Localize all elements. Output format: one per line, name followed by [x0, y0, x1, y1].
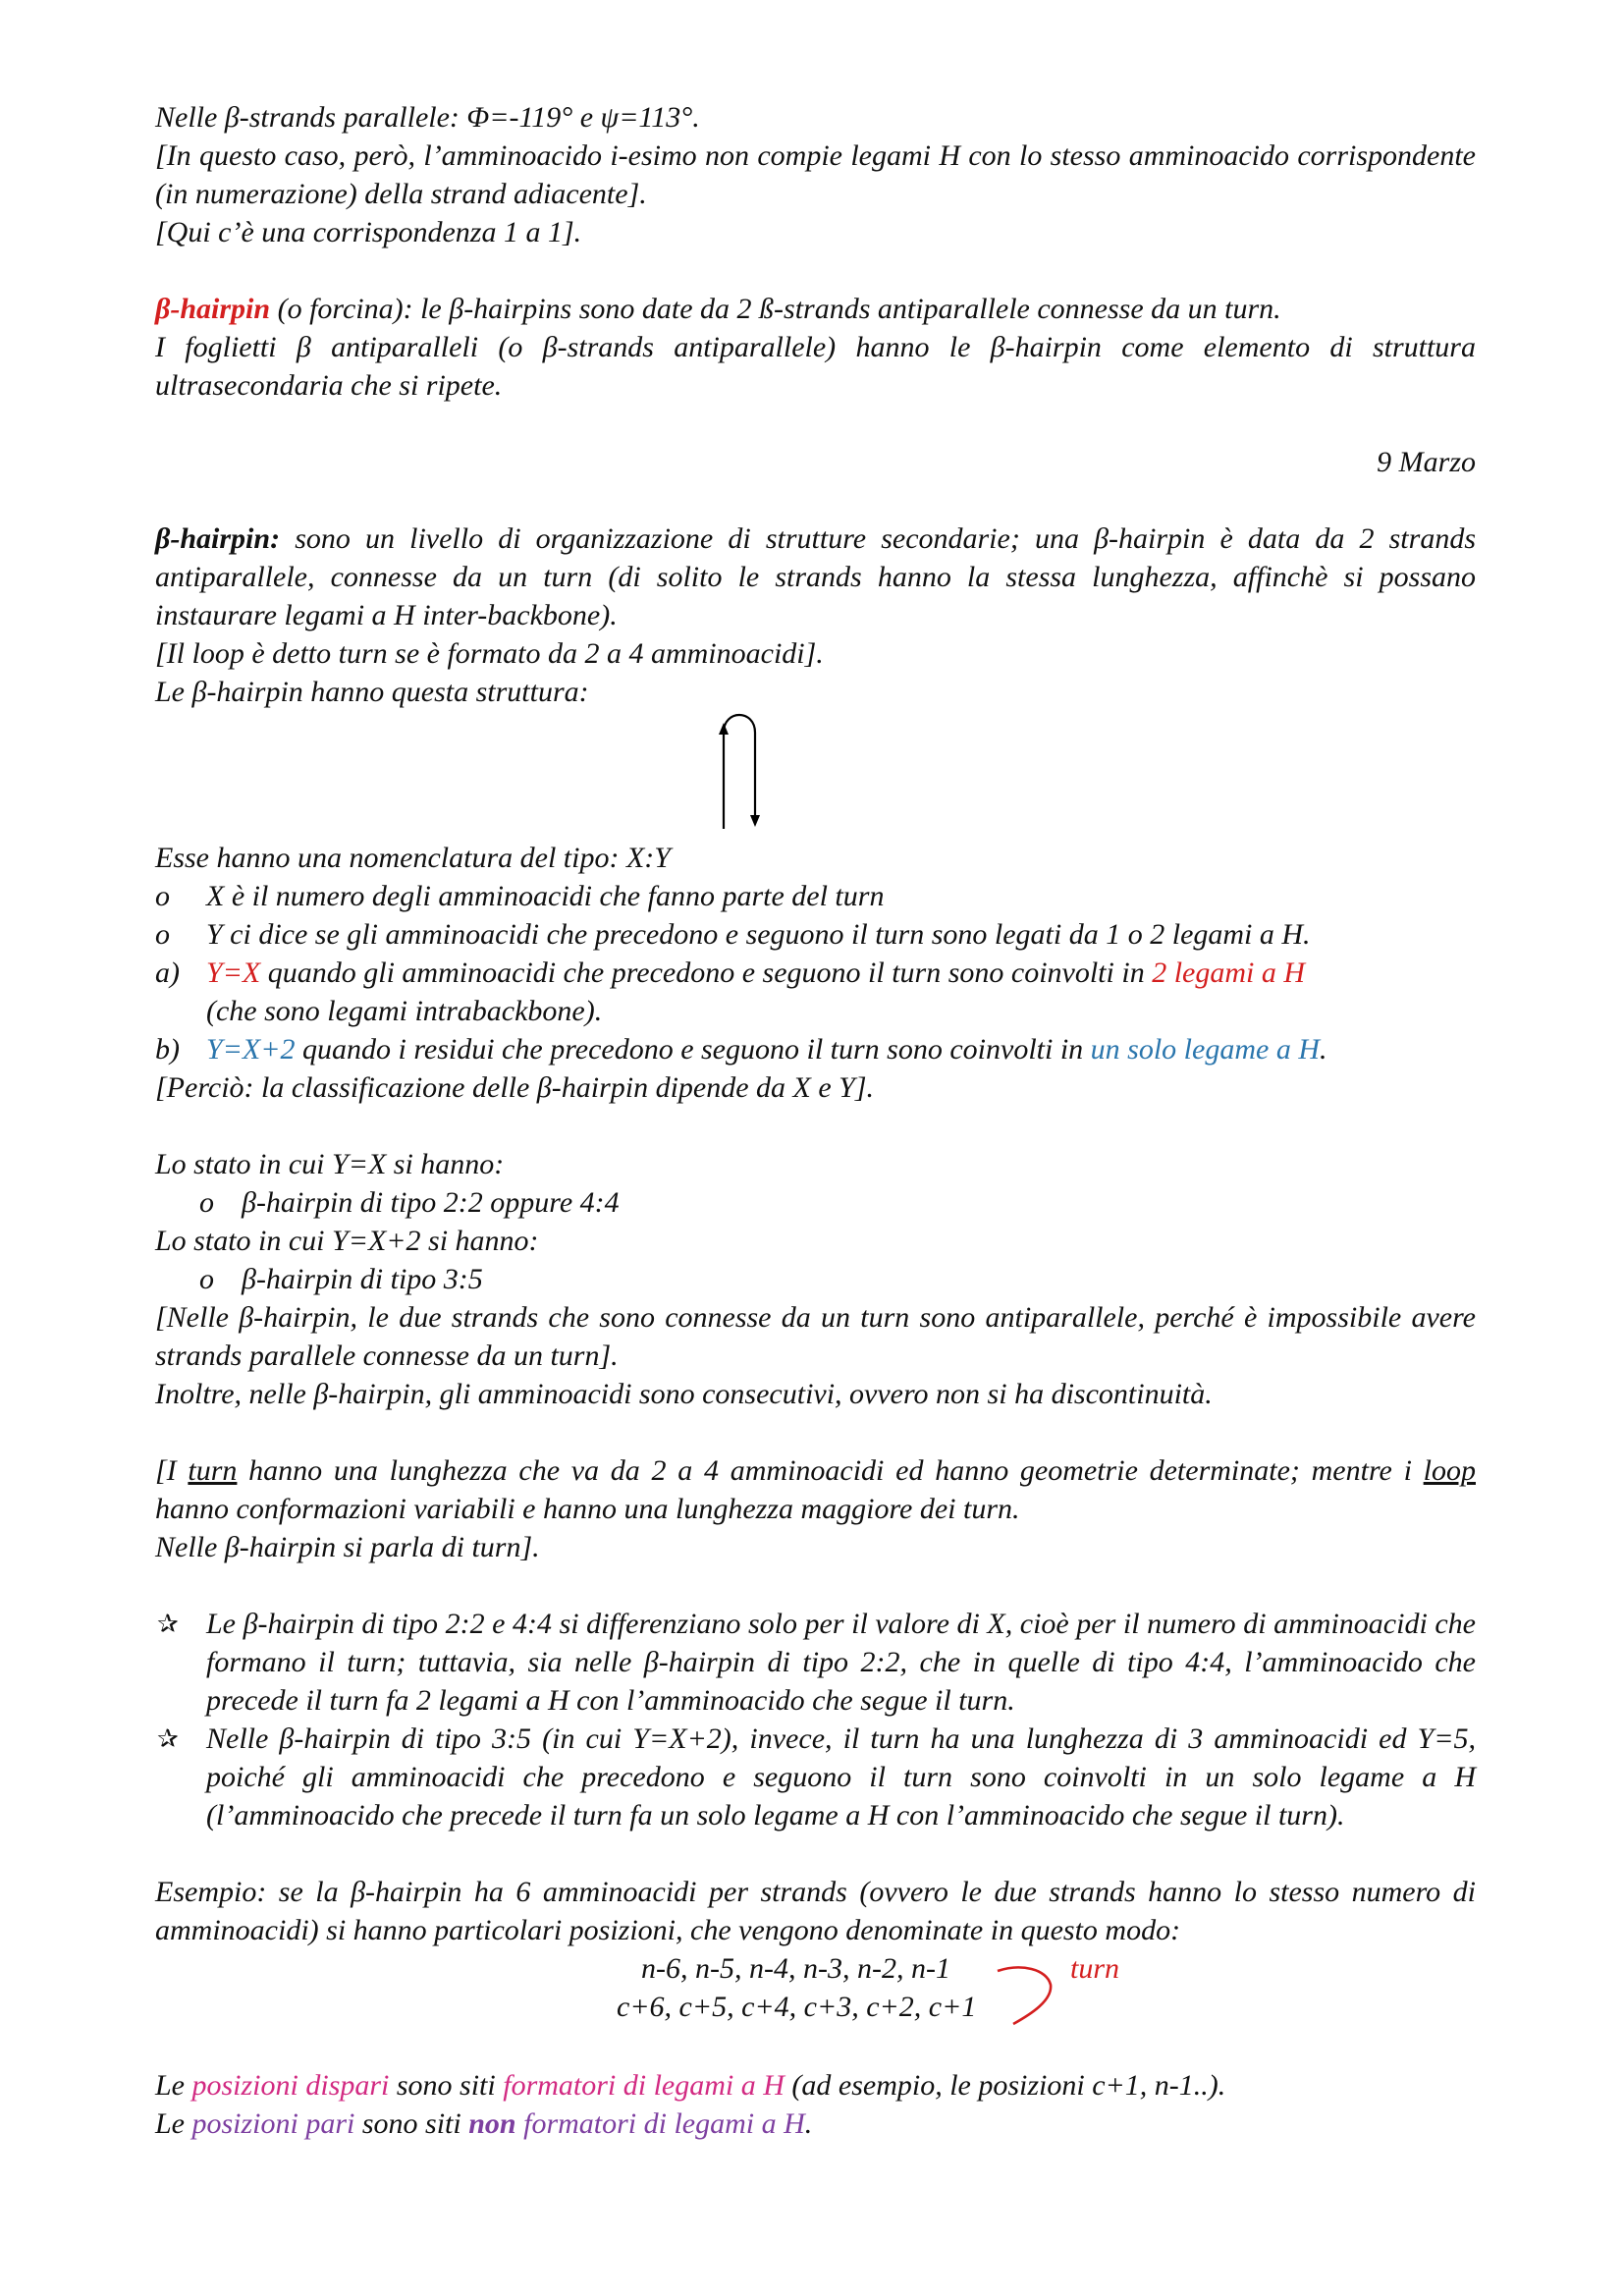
y-equals-x: Y=X	[206, 957, 261, 989]
odd-positions-note: Le posizioni dispari sono siti formatori di legami a H (ad esempio, le posizioni c+1, n-1..).	[155, 2069, 1226, 2102]
nomenclature-intro: Esse hanno una nomenclatura del tipo: X:Y	[155, 842, 671, 874]
star-icon: ✰	[157, 1724, 179, 1753]
turn-label: turn	[1070, 1952, 1120, 1985]
section-date: 9 Marzo	[1377, 446, 1476, 478]
state-y-equals-x-plus-2: Lo stato in cui Y=X+2 si hanno:	[155, 1225, 539, 1257]
list-item-b: b) Y=X+2 quando i residui che precedono e seguono il turn sono coinvolti in un solo legame a H.	[155, 1033, 1327, 1066]
non-h-bond-formers: formatori di legami a H	[515, 2107, 805, 2140]
example-positions	[155, 1949, 1476, 2028]
odd-positions: posizioni dispari	[191, 2069, 390, 2102]
structure-label: Le β-hairpin hanno questa struttura:	[155, 676, 589, 708]
state-item-2: o β-hairpin di tipo 3:5	[199, 1263, 483, 1295]
hairpin-term-bold: β-hairpin:	[155, 522, 281, 555]
list-item-x: o X è il numero degli amminoacidi che fanno parte del turn	[155, 880, 885, 912]
list-item-a: a) Y=X quando gli amminoacidi che precedono e seguono il turn sono coinvolti in 2 legami a H	[155, 957, 1306, 989]
hairpin-arrow-icon	[710, 711, 779, 839]
hairpin-term: β-hairpin	[155, 293, 271, 325]
one-h-bond: un solo legame a H	[1090, 1033, 1320, 1066]
y-equals-x-plus-2: Y=X+2	[206, 1033, 296, 1066]
antiparallel-note: [Nelle β-hairpin, le due strands che sono connesse da un turn sono antiparallele, perché è impossibile avere strands parallele connesse da un turn].	[155, 1301, 1476, 1372]
star-icon: ✰	[157, 1610, 179, 1638]
list-item-y: o Y ci dice se gli amminoacidi che precedono e seguono il turn sono legati da 1 o 2 legami a H.	[155, 918, 1311, 951]
hairpin-definition: β-hairpin (o forcina): le β-hairpins sono date da 2 ß-strands antiparallele connesse da un turn.	[155, 293, 1281, 325]
c-positions: c+6, c+5, c+4, c+3, c+2, c+1	[617, 1991, 977, 2023]
list-item-a-cont: (che sono legami intrabackbone).	[206, 995, 603, 1027]
two-h-bonds: 2 legami a H	[1152, 957, 1306, 989]
star-item-1: ✰ Le β-hairpin di tipo 2:2 e 4:4 si differenziano solo per il valore di X, cioè per il numero di amminoacidi che formano il turn; tuttavia, sia nelle β-hairpin di tipo 2:2, che in quelle di tipo 4:4, l’amminoacido che precede il turn fa 2 legami a H con l’amminoacido che segue il turn.	[155, 1605, 1476, 1720]
turn-bracket-icon	[992, 1963, 1070, 2032]
parallel-strands-line: Nelle β-strands parallele: Φ=-119° e ψ=113°.	[155, 101, 700, 134]
hairpin-section-intro: β-hairpin: sono un livello di organizzazione di strutture secondarie; una β-hairpin è data da 2 strands antiparallele, connesse da un turn (di solito le strands hanno la stessa lunghezza, affinchè si possano instaurare legami a H inter-backbone).	[155, 522, 1476, 631]
document-page	[155, 98, 1476, 2143]
even-positions: posizioni pari	[191, 2107, 355, 2140]
state-y-equals-x: Lo stato in cui Y=X si hanno:	[155, 1148, 505, 1180]
even-positions-note: Le posizioni pari sono siti non formatori di legami a H.	[155, 2107, 813, 2140]
turn-conclusion: Nelle β-hairpin si parla di turn].	[155, 1531, 540, 1563]
turn-loop-note: [I turn hanno una lunghezza che va da 2 a 4 amminoacidi ed hanno geometrie determinate; mentre i loop hanno conformazioni variabili e hanno una lunghezza maggiore dei turn.	[155, 1454, 1476, 1525]
example-text: Esempio: se la β-hairpin ha 6 amminoacidi per strands (ovvero le due strands hanno lo stesso numero di amminoacidi) si hanno particolari posizioni, che vengono denominate in questo modo:	[155, 1876, 1476, 1946]
antiparallel-sheets-note: I foglietti β antiparalleli (o β-strands antiparallele) hanno le β-hairpin come elemento di struttura ultrasecondaria che si ripete.	[155, 331, 1476, 402]
n-positions: n-6, n-5, n-4, n-3, n-2, n-1	[641, 1952, 950, 1985]
loop-note: [Il loop è detto turn se è formato da 2 a 4 amminoacidi].	[155, 637, 824, 670]
non-word: non	[468, 2107, 516, 2140]
parallel-note: [In questo caso, però, l’amminoacido i-esimo non compie legami H con lo stesso amminoacido corrispondente (in numerazione) della strand adiacente].	[155, 139, 1476, 210]
classification-note: [Perciò: la classificazione delle β-hairpin dipende da X e Y].	[155, 1071, 875, 1104]
star-item-2: ✰ Nelle β-hairpin di tipo 3:5 (in cui Y=X+2), invece, il turn ha una lunghezza di 3 amminoacidi ed Y=5, poiché gli amminoacidi che precedono e seguono il turn sono coinvolti in un solo legame a H (l’amminoacido che precede il turn fa un solo legame a H con l’amminoacido che segue il turn).	[155, 1720, 1476, 1834]
loop-word: loop	[1423, 1454, 1476, 1487]
hairpin-diagram	[155, 711, 1476, 839]
correspondence-note: [Qui c’è una corrispondenza 1 a 1].	[155, 216, 582, 248]
state-item-1: o β-hairpin di tipo 2:2 oppure 4:4	[199, 1186, 620, 1219]
turn-word: turn	[188, 1454, 238, 1487]
consecutive-note: Inoltre, nelle β-hairpin, gli amminoacidi sono consecutivi, ovvero non si ha discontinuità.	[155, 1378, 1213, 1410]
h-bond-formers: formatori di legami a H	[503, 2069, 785, 2102]
